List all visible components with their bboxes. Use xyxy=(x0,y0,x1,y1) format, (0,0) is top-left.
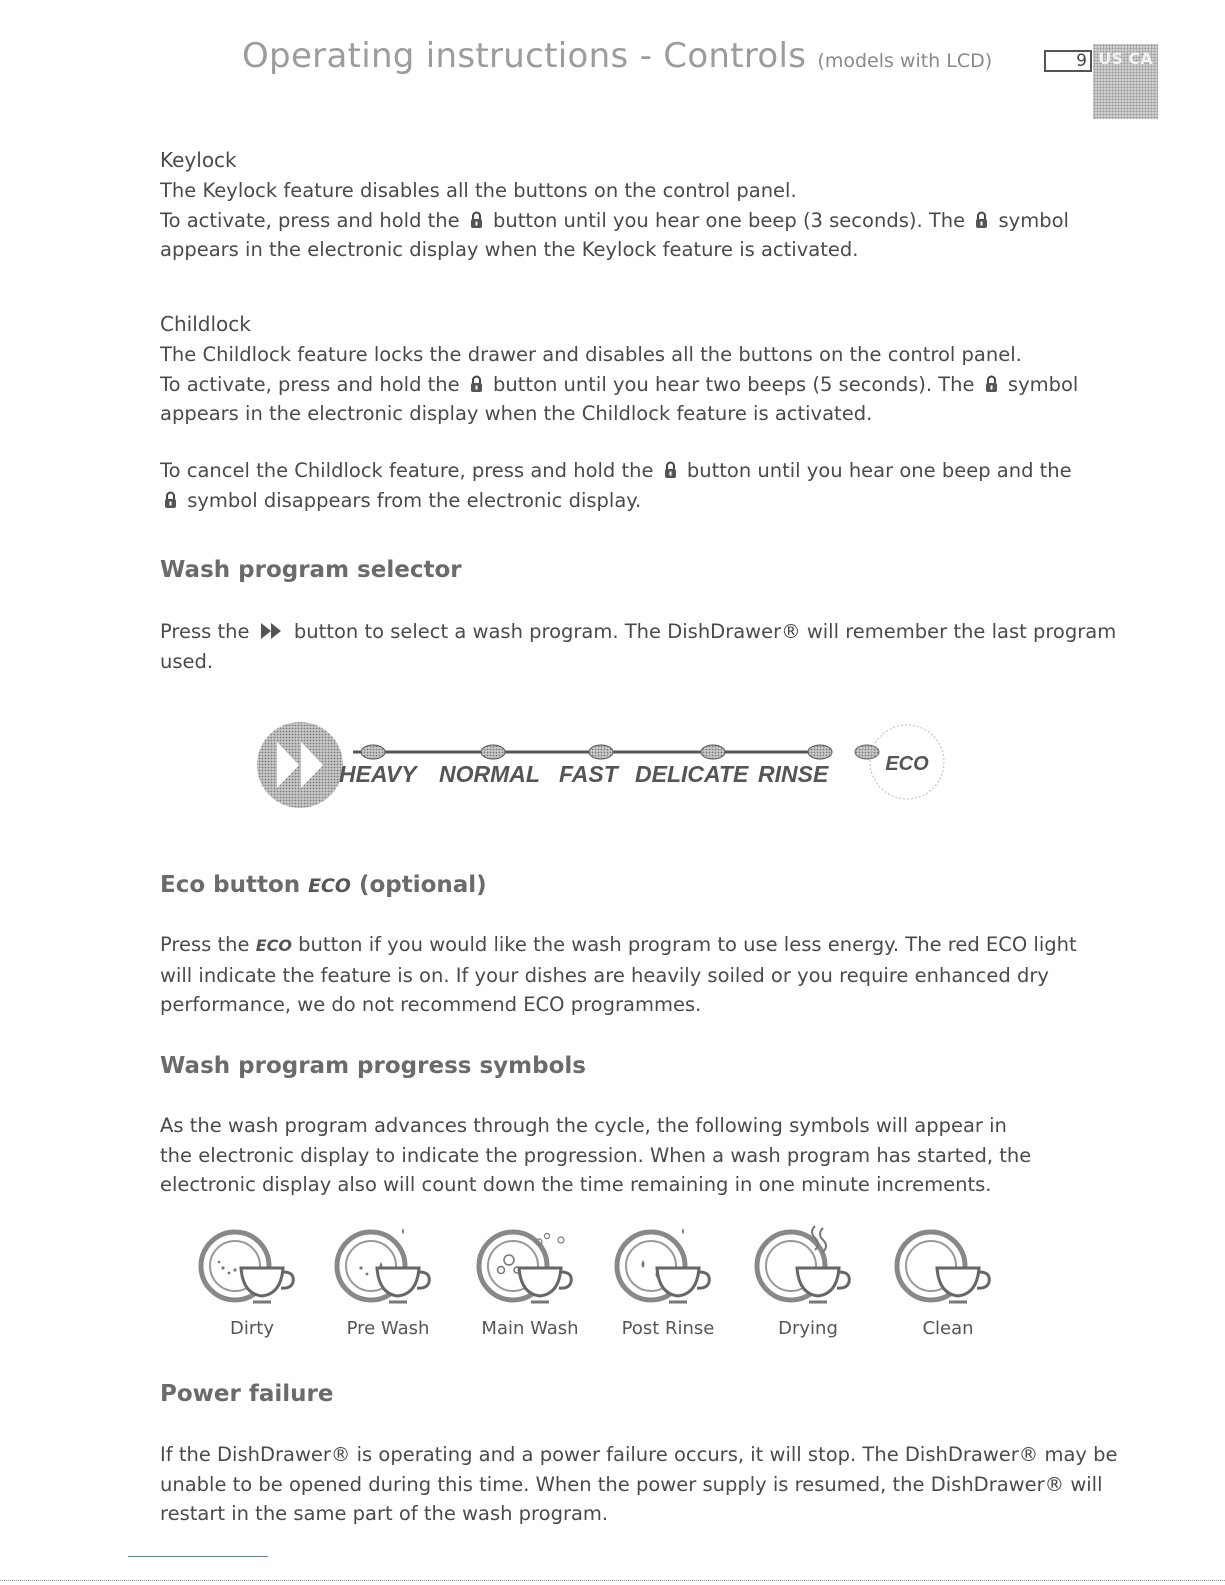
text-line: appears in the electronic display when the Childlock feature is activated. xyxy=(160,402,873,425)
text-line: will indicate the feature is on. If your dishes are heavily soiled or you require enhanced dry xyxy=(160,963,1049,987)
program-light-delicate xyxy=(701,745,725,759)
text-line xyxy=(160,370,1100,400)
program-light-rinse xyxy=(808,745,832,759)
keylock-heading: Keylock xyxy=(160,148,237,172)
program-light-normal xyxy=(481,745,505,759)
text-segment: symbol disappears from the electronic display. xyxy=(181,488,642,512)
eco-light xyxy=(855,745,879,759)
eco-button[interactable] xyxy=(870,725,944,799)
text-line xyxy=(160,486,1100,516)
text-segment: Press the xyxy=(160,620,256,643)
progress-heading: Wash program progress symbols xyxy=(160,1053,586,1079)
program-label-normal: NORMAL xyxy=(439,761,540,787)
program-light-heavy xyxy=(361,745,385,759)
progress-symbol xyxy=(888,1220,1008,1339)
dirty-dishes-icon xyxy=(192,1220,312,1312)
lock-icon xyxy=(975,211,988,229)
text-segment: symbol xyxy=(1001,372,1079,396)
title-subtitle: (models with LCD) xyxy=(817,50,993,72)
mainwash-icon xyxy=(470,1220,590,1312)
progress-symbol-label: Main Wash xyxy=(481,1318,579,1339)
clean-dishes-icon xyxy=(888,1220,1008,1312)
text-line xyxy=(160,206,1100,236)
keylock-text xyxy=(160,176,1100,265)
drying-icon xyxy=(748,1220,868,1312)
progress-symbol-label: Pre Wash xyxy=(346,1318,430,1339)
progress-symbol xyxy=(192,1220,312,1339)
eco-heading xyxy=(160,872,487,898)
progress-symbols xyxy=(200,1220,1020,1350)
progress-symbol xyxy=(470,1220,590,1339)
fast-forward-icon xyxy=(260,622,284,640)
text-segment: symbol xyxy=(992,208,1069,232)
eco-heading-suffix: (optional) xyxy=(350,872,487,898)
lock-icon xyxy=(470,211,483,229)
text-line: The Keylock feature disables all the buttons on the control panel. xyxy=(160,179,797,202)
text-segment: button if you would like the wash program to use less energy. The red ECO light xyxy=(291,933,1077,956)
eco-heading-eco: ECO xyxy=(308,875,351,897)
eco-button-label: ECO xyxy=(885,753,929,775)
text-segment: Press the xyxy=(160,933,256,956)
region-tab: US CA xyxy=(1093,44,1158,119)
wash-selector-heading: Wash program selector xyxy=(160,557,462,583)
text-segment: button until you hear one beep (3 seconds). The xyxy=(486,208,972,232)
wash-selector-text xyxy=(160,617,1117,676)
childlock-cancel-text xyxy=(160,456,1100,515)
text-line xyxy=(160,456,1100,486)
text-line: the electronic display to indicate the progression. When a wash program has started, the xyxy=(160,1143,1032,1167)
program-label-fast: FAST xyxy=(559,761,618,787)
childlock-heading: Childlock xyxy=(160,312,251,336)
progress-text xyxy=(160,1111,1100,1200)
progress-symbol xyxy=(328,1220,448,1339)
text-line: electronic display also will count down the time remaining in one minute increments. xyxy=(160,1173,992,1196)
text-line: performance, we do not recommend ECO programmes. xyxy=(160,993,702,1016)
title-main: Operating instructions - Controls xyxy=(242,36,807,76)
text-line xyxy=(160,930,1100,961)
progress-symbol-label: Drying xyxy=(778,1318,838,1339)
progress-symbol-label: Clean xyxy=(922,1318,974,1339)
text-segment: button to select a wash program. The DishDrawer® will remember the last program xyxy=(287,620,1117,643)
text-line xyxy=(160,617,1117,647)
lock-icon xyxy=(164,491,177,509)
text-line: appears in the electronic display when the Keylock feature is activated. xyxy=(160,238,859,261)
eco-text xyxy=(160,930,1100,1020)
text-line: If the DishDrawer® is operating and a power failure occurs, it will stop. The DishDrawer® may be xyxy=(160,1443,1118,1466)
text-line: used. xyxy=(160,649,214,673)
childlock-text xyxy=(160,340,1100,429)
progress-symbol-label: Dirty xyxy=(230,1318,274,1339)
text-segment: To activate, press and hold the xyxy=(160,372,466,396)
lock-icon xyxy=(664,461,677,479)
program-label-delicate: DELICATE xyxy=(635,761,749,787)
program-selector-button[interactable] xyxy=(257,722,343,808)
eco-heading-prefix: Eco button xyxy=(160,872,309,898)
power-failure-text xyxy=(160,1440,1118,1529)
footer-link-underline xyxy=(128,1556,268,1557)
text-segment: button until you hear two beeps (5 seconds). The xyxy=(486,372,981,396)
progress-symbol xyxy=(608,1220,728,1339)
text-line: The Childlock feature locks the drawer and disables all the buttons on the control panel. xyxy=(160,343,1022,366)
lock-icon xyxy=(985,375,998,393)
page-title xyxy=(242,36,992,76)
progress-symbol xyxy=(748,1220,868,1339)
lock-icon xyxy=(470,375,483,393)
page-bottom-rule xyxy=(0,1580,1225,1581)
text-line: restart in the same part of the wash program. xyxy=(160,1502,609,1525)
text-segment: To cancel the Childlock feature, press and hold the xyxy=(160,459,660,482)
eco-inline-label: ECO xyxy=(255,936,292,955)
text-line: unable to be opened during this time. When the power supply is resumed, the DishDrawer® will xyxy=(160,1472,1103,1496)
text-line: As the wash program advances through the cycle, the following symbols will appear in xyxy=(160,1114,1007,1137)
postrinse-icon xyxy=(608,1220,728,1312)
text-segment: button until you hear one beep and the xyxy=(680,459,1072,482)
page-number: 9 xyxy=(1044,50,1092,72)
program-label-rinse: RINSE xyxy=(758,761,829,787)
program-selector-diagram xyxy=(255,712,975,832)
program-label-heavy: HEAVY xyxy=(339,761,417,787)
program-light-fast xyxy=(589,745,613,759)
power-failure-heading: Power failure xyxy=(160,1381,334,1407)
text-segment: To activate, press and hold the xyxy=(160,208,466,232)
prewash-icon xyxy=(328,1220,448,1312)
progress-symbol-label: Post Rinse xyxy=(621,1318,715,1339)
